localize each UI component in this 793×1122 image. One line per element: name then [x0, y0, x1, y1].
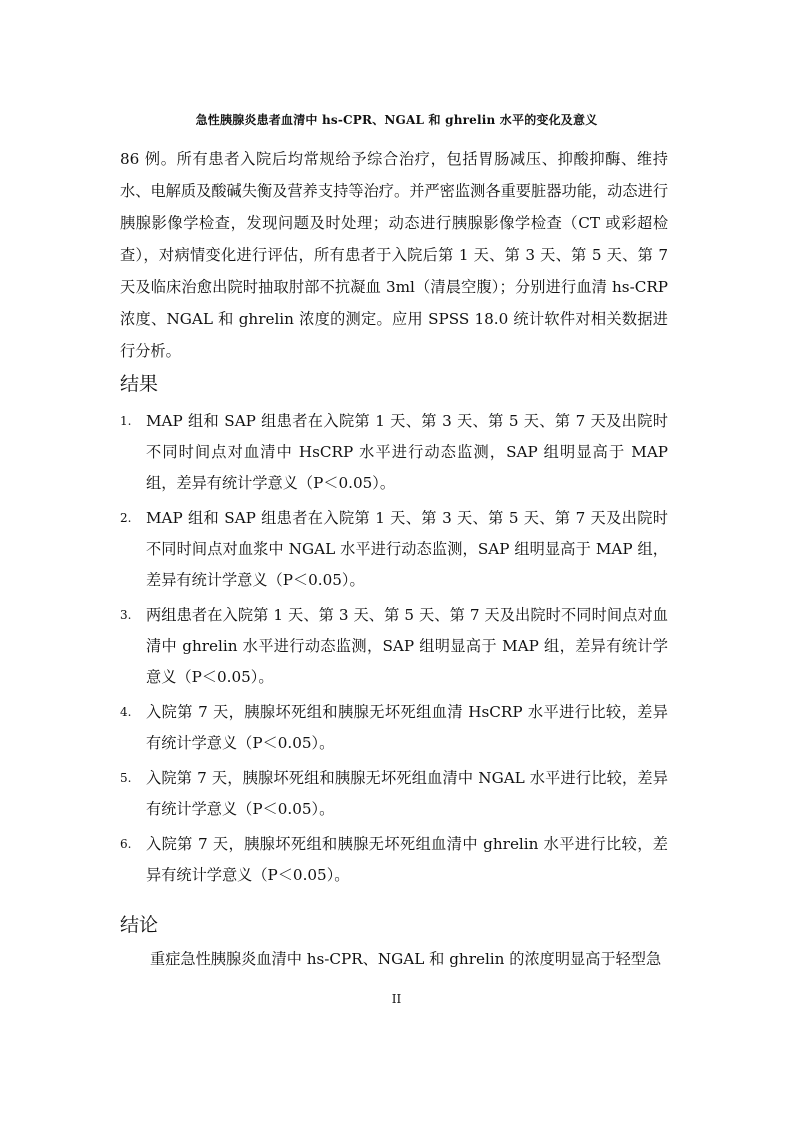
- intro-paragraph: 86 例。所有患者入院后均常规给予综合治疗，包括胃肠减压、抑酸抑酶、维持水、电解质及酸碱失衡及营养支持等治疗。并严密监测各重要脏器功能，动态进行胰腺影像学检查，发现问题及时处理；动态进行胰腺影像学检查（CT 或彩超检查），对病情变化进行评估，所有患者于入院后第 1 天、第 3 天、第 5 天、第 7 天及临床治愈出院时抽取肘部不抗凝血 3ml（清晨空腹）；分别进行血清 hs-CRP 浓度、NGAL 和 ghrelin 浓度的测定。应用 SPSS 18.0 统计软件对相关数据进行分析。: [120, 150, 668, 360]
- running-header: 急性胰腺炎患者血清中 hs-CPR、NGAL 和 ghrelin 水平的变化及意义: [195, 113, 598, 127]
- results-list: [120, 406, 668, 895]
- conclusion-paragraph: 重症急性胰腺炎血清中 hs-CPR、NGAL 和 ghrelin 的浓度明显高于轻型急: [150, 950, 662, 968]
- list-item-number: 2.: [120, 511, 132, 525]
- list-item-text: 入院第 7 天，胰腺坏死组和胰腺无坏死组血清中 NGAL 水平进行比较，差异有统计学意义（P＜0.05）。: [146, 769, 668, 818]
- conclusion-heading: 结论: [120, 914, 159, 936]
- list-item-text: 入院第 7 天，胰腺坏死组和胰腺无坏死组血清中 ghrelin 水平进行比较，差异有统计学意义（P＜0.05）。: [146, 835, 668, 884]
- list-item-text: 两组患者在入院第 1 天、第 3 天、第 5 天、第 7 天及出院时不同时间点对血清中 ghrelin 水平进行动态监测，SAP 组明显高于 MAP 组，差异有统计学意义（P＜0.05）。: [146, 606, 668, 686]
- list-item-number: 6.: [120, 837, 132, 851]
- list-item-number: 4.: [120, 705, 132, 719]
- list-item: [120, 829, 668, 891]
- list-item-text: 入院第 7 天，胰腺坏死组和胰腺无坏死组血清 HsCRP 水平进行比较，差异有统计学意义（P＜0.05）。: [146, 703, 668, 752]
- list-item-number: 3.: [120, 608, 132, 622]
- list-item: [120, 503, 668, 596]
- list-item-text: MAP 组和 SAP 组患者在入院第 1 天、第 3 天、第 5 天、第 7 天及出院时不同时间点对血浆中 NGAL 水平进行动态监测，SAP 组明显高于 MAP 组，差异有统计学意义（P＜0.05）。: [146, 509, 668, 589]
- list-item: [120, 406, 668, 499]
- results-heading: 结果: [120, 373, 159, 395]
- page-number: II: [391, 992, 402, 1006]
- list-item-number: 1.: [120, 414, 132, 428]
- list-item-number: 5.: [120, 771, 132, 785]
- list-item-text: MAP 组和 SAP 组患者在入院第 1 天、第 3 天、第 5 天、第 7 天及出院时不同时间点对血清中 HsCRP 水平进行动态监测，SAP 组明显高于 MAP 组，差异有统计学意义（P＜0.05）。: [146, 412, 668, 492]
- list-item: [120, 697, 668, 759]
- list-item: [120, 763, 668, 825]
- list-item: [120, 600, 668, 693]
